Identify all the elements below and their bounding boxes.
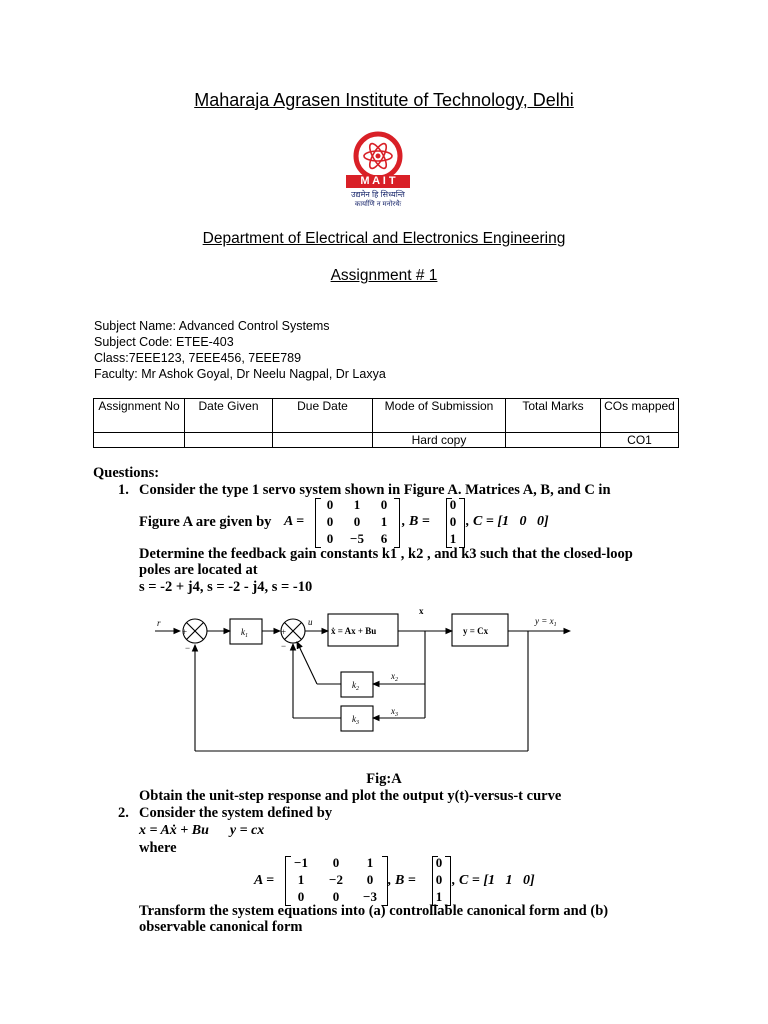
label-k3: $k_3$ [352,714,359,726]
q1-b-label: , B = [402,514,430,529]
sum1-minus: − [185,643,191,653]
table-cell: CO1 [601,433,679,448]
q1-line5: s = -2 + j4, s = -2 - j4, s = -10 [139,579,313,595]
matrix-cell: 0 [297,889,305,904]
label-x3: $x_3$ [391,706,398,718]
q1-line3: Determine the feedback gain constants k1 , k2 , and k3 such that the closed-loop [139,546,633,562]
matrix-cell: 1 [435,889,443,904]
table-cell [185,433,273,448]
matrix-cell: 1 [449,531,457,546]
table-row [94,433,679,448]
q1-a-label: A = [284,514,305,529]
table-header: Date Given [185,399,273,433]
q2-number: 2. [118,805,129,821]
questions-heading: Questions: [93,465,160,481]
matrix-cell: 1 [297,872,305,887]
department-title: Department of Electrical and Electronics Engineering [202,230,566,247]
table-cell [94,433,185,448]
q2-a-label: A = [254,873,275,888]
figure-caption: Fig:A [366,771,402,787]
matrix-cell: 0 [449,514,457,529]
matrix-cell: −2 [329,872,343,887]
q2-equation: x = Aẋ + Bu y = cx [139,823,265,838]
logo-motto-1: उद्यमेन हि सिध्यन्ति [351,190,405,199]
logo-acronym: M A I T [360,175,396,187]
matrix-cell: −1 [294,855,308,870]
q1-c-label: , C = [1 0 0] [466,514,549,529]
label-x: x [419,606,424,616]
table-header: Assignment No [94,399,185,433]
table-header: Total Marks [506,399,601,433]
q2-line1: Consider the system defined by [139,805,333,821]
matrix-cell: 0 [435,855,443,870]
subject-name: Subject Name: Advanced Control Systems [94,319,330,333]
table-header: Mode of Submission [373,399,506,433]
matrix-cell: −3 [363,889,377,904]
figure-a-block-diagram [145,604,575,760]
q2-line3: observable canonical form [139,919,303,935]
table-header: COs mapped [601,399,679,433]
subject-code: Subject Code: ETEE-403 [94,335,234,349]
label-u: u [308,617,313,627]
matrix-cell: 1 [380,514,388,529]
sum2-plus: + [281,627,287,637]
submission-table [93,398,679,448]
q1-line4: poles are located at [139,562,258,578]
q1-line2-prefix: Figure A are given by [139,514,272,530]
institute-title: Maharaja Agrasen Institute of Technology, Delhi [194,90,574,110]
q1-number: 1. [118,482,129,498]
table-cell [273,433,373,448]
matrix-cell: 0 [449,497,457,512]
label-k1: $k_1$ [241,627,248,639]
matrix-cell: 0 [353,514,361,529]
table-header-row [94,399,679,433]
matrix-cell: 1 [353,497,361,512]
matrix-cell: 0 [366,872,374,887]
q1-after: Obtain the unit-step response and plot the output y(t)-versus-t curve [139,788,562,804]
state-equation: ẋ = Ax + Bu [331,626,377,636]
label-r: r [157,618,161,628]
matrix-cell: 0 [326,497,334,512]
q2-line2: Transform the system equations into (a) controllable canonical form and (b) [139,903,609,919]
label-k2: $k_2$ [352,680,359,692]
table-cell [506,433,601,448]
logo-motto-2: कार्याणि न मनोरथैः [354,201,402,208]
faculty-line: Faculty: Mr Ashok Goyal, Dr Neelu Nagpal, Dr Laxya [94,367,386,381]
matrix-cell: 0 [332,889,340,904]
matrix-cell: 0 [380,497,388,512]
matrix-cell: 0 [332,855,340,870]
label-y: $y = x_1$ [535,616,557,628]
label-x2: $x_2$ [391,671,398,683]
q2-b-label: , B = [388,873,416,888]
q2-c-label: , C = [1 1 0] [452,873,535,888]
mait-logo [336,130,420,214]
matrix-cell: 0 [326,514,334,529]
sum2-minus: − [281,641,287,651]
class-line: Class:7EEE123, 7EEE456, 7EEE789 [94,351,302,365]
sum1-plus: + [182,627,188,637]
q2-where: where [139,840,177,856]
assignment-title: Assignment # 1 [330,267,438,284]
matrix-cell: −5 [350,531,364,546]
matrix-cell: 6 [380,531,388,546]
table-header: Due Date [273,399,373,433]
matrix-cell: 0 [435,872,443,887]
matrix-cell: 1 [366,855,374,870]
matrix-cell: 0 [326,531,334,546]
q1-line1: Consider the type 1 servo system shown in Figure A. Matrices A, B, and C in [139,482,611,498]
table-cell: Hard copy [373,433,506,448]
output-equation: y = Cx [463,626,489,636]
